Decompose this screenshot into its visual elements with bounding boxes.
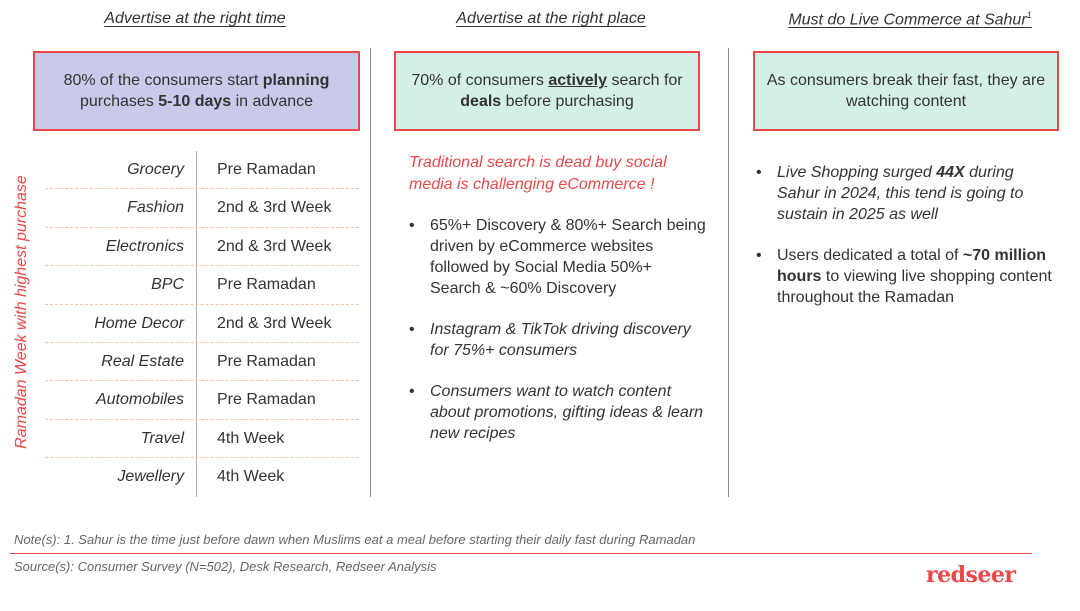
bullet-icon: • (409, 321, 415, 338)
table-row (45, 381, 359, 419)
right-bullet-text (777, 247, 1052, 306)
middle-bullet-segment: websites followed by (430, 238, 654, 276)
table-column-divider (196, 189, 197, 226)
week-cell: Pre Ramadan (217, 276, 316, 294)
table-row (45, 305, 359, 343)
insight-box-time-text (43, 70, 350, 112)
insight-box-segment: in advance (231, 93, 314, 110)
bullet-icon: • (409, 383, 415, 400)
bullet-icon: • (756, 164, 762, 181)
table-column-divider (196, 381, 197, 418)
middle-bullet-segment: Social Media (514, 259, 607, 276)
table-row (45, 343, 359, 381)
col-title-time-text: Advertise at the right time (104, 10, 286, 27)
category-cell: Electronics (105, 237, 184, 255)
middle-bullet-segment: 50%+ Search & ~60% Discovery (430, 259, 652, 297)
table-column-divider (196, 458, 197, 496)
category-cell: Real Estate (101, 352, 184, 370)
right-bullet-item (756, 245, 1056, 308)
footnote-marker: 1 (1026, 10, 1032, 20)
middle-bullet-item (409, 319, 707, 361)
week-cell: 2nd & 3rd Week (217, 237, 332, 255)
column-divider-2 (728, 48, 729, 497)
table-column-divider (196, 228, 197, 265)
insight-box-segment: As consumers break their fast, they are watching content (766, 72, 1046, 110)
column-divider-1 (370, 48, 371, 497)
ramadan-week-table (45, 151, 359, 497)
week-cell: Pre Ramadan (217, 352, 316, 370)
week-cell: 2nd & 3rd Week (217, 199, 332, 217)
middle-bullet-segment: eCommerce (499, 238, 587, 255)
right-bullet-segment: to viewing live shopping content throughout the Ramadan (777, 268, 1052, 306)
right-bullet-segment: ~70 million hours (777, 247, 1047, 285)
insight-box-place-text (404, 70, 690, 112)
insight-box-segment: purchases (79, 93, 159, 110)
table-row (45, 228, 359, 266)
col-title-place (450, 10, 652, 28)
table-column-divider (196, 266, 197, 303)
table-row (45, 458, 359, 496)
table-row (45, 151, 359, 189)
insight-box-segment: actively (548, 72, 608, 89)
middle-bullet-text (430, 383, 703, 442)
table-column-divider (196, 151, 197, 188)
right-bullet-segment: Live Shopping surged (777, 164, 937, 181)
middle-bullet-text (430, 217, 706, 297)
middle-bullet-segment: Consumers want to watch content about promotions, gifting ideas & learn new recipes (430, 383, 704, 442)
middle-bullet-item (409, 215, 707, 299)
table-column-divider (196, 343, 197, 380)
right-bullet-text (777, 164, 1023, 223)
week-cell: 4th Week (217, 429, 285, 447)
table-row (45, 266, 359, 304)
col-title-live-text: Must do Live Commerce at Sahur (788, 11, 1027, 29)
right-bullet-segment: during Sahur in 2024, this tend is going to sustain in 2025 as well (777, 164, 1024, 223)
table-row (45, 189, 359, 227)
week-cell: Pre Ramadan (217, 161, 316, 178)
category-cell: Automobiles (95, 391, 184, 409)
week-cell: 2nd & 3rd Week (217, 314, 332, 332)
middle-bullet-list (409, 215, 707, 464)
category-cell: Home Decor (94, 314, 184, 332)
insight-box-segment: search for (607, 72, 683, 89)
middle-bullet-segment: being driven by (430, 217, 706, 255)
right-bullet-segment: Users dedicated a total of (777, 247, 963, 264)
right-bullet-item (756, 162, 1056, 225)
right-bullet-list (756, 162, 1056, 328)
insight-box-segment: 70% of consumers (411, 72, 549, 89)
table-column-divider (196, 305, 197, 342)
side-label: Ramadan Week with highest purchase (13, 175, 30, 449)
middle-headline: Traditional search is dead buy social media is challenging eCommerce ! (409, 154, 667, 193)
col-title-place-text: Advertise at the right place (456, 10, 646, 27)
insight-box-place (394, 51, 700, 131)
category-cell: Grocery (127, 161, 184, 178)
bullet-icon: • (756, 247, 762, 264)
middle-bullet-text (430, 321, 691, 359)
redseer-logo: redseer (926, 562, 1016, 588)
middle-bullet-segment: Instagram & TikTok driving discovery for 75%+ consumers (430, 321, 691, 359)
insight-box-segment: 5-10 days (158, 93, 232, 110)
insight-box-segment: deals (460, 93, 502, 110)
category-cell: Travel (140, 429, 184, 447)
insight-box-live-text (763, 70, 1049, 112)
middle-bullet-item (409, 381, 707, 444)
col-title-time (100, 10, 290, 28)
table-column-divider (196, 420, 197, 457)
right-bullet-segment: 44X (936, 164, 965, 181)
week-cell: Pre Ramadan (217, 391, 316, 409)
insight-box-segment: planning (262, 72, 330, 89)
footnote: Note(s): 1. Sahur is the time just before dawn when Muslims eat a meal before starting their daily fast during Ramadan (14, 532, 696, 547)
insight-box-time (33, 51, 360, 131)
week-cell: 4th Week (217, 468, 285, 486)
insight-box-live (753, 51, 1059, 131)
insight-box-segment: 80% of the consumers start (63, 72, 263, 89)
category-cell: Fashion (127, 199, 184, 217)
insight-box-segment: before purchasing (501, 93, 634, 110)
table-row (45, 420, 359, 458)
footer-divider (10, 553, 1032, 554)
bullet-icon: • (409, 217, 415, 234)
category-cell: Jewellery (117, 468, 184, 486)
middle-bullet-segment: 65%+ Discovery & 80%+ Search (430, 217, 663, 234)
col-title-live (783, 10, 1037, 29)
source-note: Source(s): Consumer Survey (N=502), Desk Research, Redseer Analysis (14, 559, 437, 574)
category-cell: BPC (151, 276, 184, 294)
